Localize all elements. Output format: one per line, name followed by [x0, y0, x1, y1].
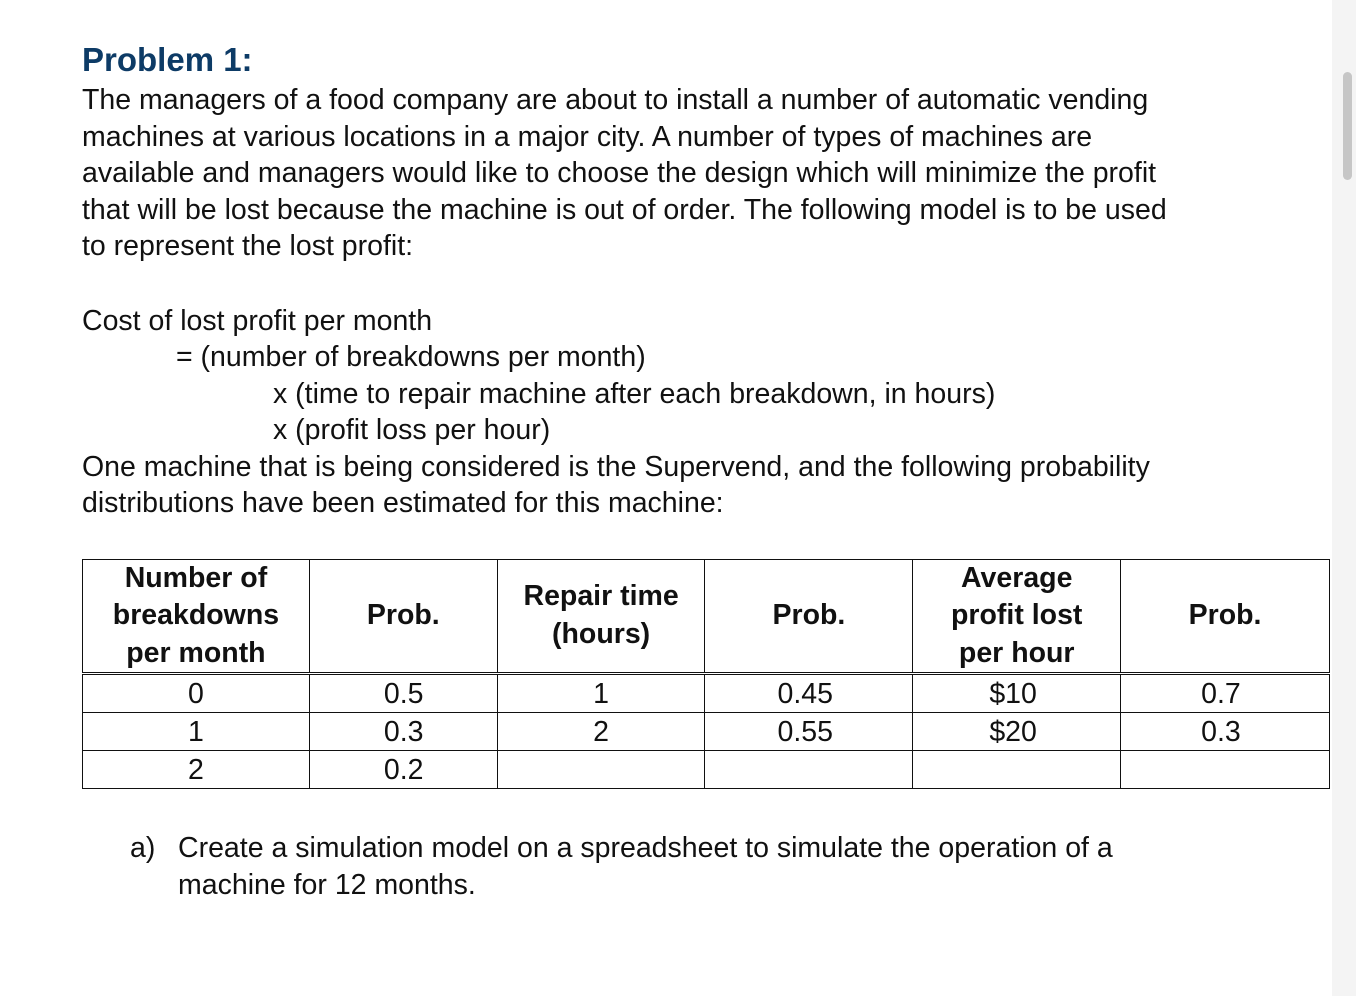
- cell-breakdowns: 1: [83, 713, 310, 751]
- problem-title: Problem 1:: [82, 41, 253, 78]
- formula-line: = (number of breakdowns per month): [176, 341, 646, 373]
- cell-profit-lost: [913, 751, 1121, 789]
- table-header-row: [83, 559, 1330, 674]
- cell-profit-lost: $20: [913, 713, 1121, 751]
- header-profit-lost: Average profit lost per hour: [913, 559, 1121, 674]
- cell-breakdowns: 2: [83, 751, 310, 789]
- cell-profit-lost: $10: [913, 674, 1121, 713]
- intro-line: that will be lost because the machine is out of order. The following model is to be used: [82, 193, 1167, 226]
- cost-formula: [82, 303, 1322, 449]
- cell-prob-repair: 0.55: [705, 713, 913, 751]
- formula-line: x (profit loss per hour): [273, 414, 551, 446]
- intro-line: The managers of a food company are about to install a number of automatic vending: [82, 84, 1149, 116]
- cell-repair-time: [497, 751, 705, 789]
- intro-line: available and managers would like to choose the design which will minimize the profit: [82, 157, 1157, 189]
- header-repair-time: Repair time (hours): [497, 559, 705, 674]
- header-prob-profit: Prob.: [1121, 559, 1330, 674]
- cell-prob-profit: 0.3: [1121, 713, 1330, 751]
- formula-line: x (time to repair machine after each breakdown, in hours): [273, 377, 996, 410]
- cell-prob-repair: [705, 751, 913, 789]
- cell-repair-time: 2: [497, 713, 705, 751]
- header-prob-repair: Prob.: [705, 559, 913, 674]
- question-label: a): [130, 832, 156, 864]
- header-prob-breakdowns: Prob.: [309, 559, 497, 674]
- document-body: [82, 38, 1322, 903]
- cell-prob-breakdowns: 0.5: [309, 674, 497, 713]
- cell-prob-breakdowns: 0.3: [309, 713, 497, 751]
- cell-prob-profit: 0.7: [1121, 674, 1330, 713]
- scrollbar-thumb[interactable]: [1343, 72, 1352, 180]
- cell-prob-repair: 0.45: [705, 674, 913, 713]
- supervend-line: One machine that is being considered is the Supervend, and the following probability: [82, 450, 1150, 483]
- formula-line: Cost of lost profit per month: [82, 304, 433, 337]
- intro-line: to represent the lost profit:: [82, 230, 414, 262]
- question-a: [130, 830, 1322, 903]
- header-breakdowns: Number of breakdowns per month: [83, 559, 310, 674]
- table-row: [83, 674, 1330, 713]
- cell-prob-breakdowns: 0.2: [309, 751, 497, 789]
- cell-repair-time: 1: [497, 674, 705, 713]
- table-row: [83, 713, 1330, 751]
- cell-prob-profit: [1121, 751, 1330, 789]
- intro-paragraph: [82, 82, 1322, 265]
- intro-line: machines at various locations in a major city. A number of types of machines are: [82, 120, 1093, 153]
- table-row: [83, 751, 1330, 789]
- supervend-paragraph: [82, 449, 1322, 522]
- cell-breakdowns: 0: [83, 674, 310, 713]
- question-text: Create a simulation model on a spreadsheet to simulate the operation of a machine for 12 months.: [178, 832, 1113, 901]
- supervend-line: distributions have been estimated for this machine:: [82, 487, 724, 519]
- probability-table: [82, 559, 1330, 790]
